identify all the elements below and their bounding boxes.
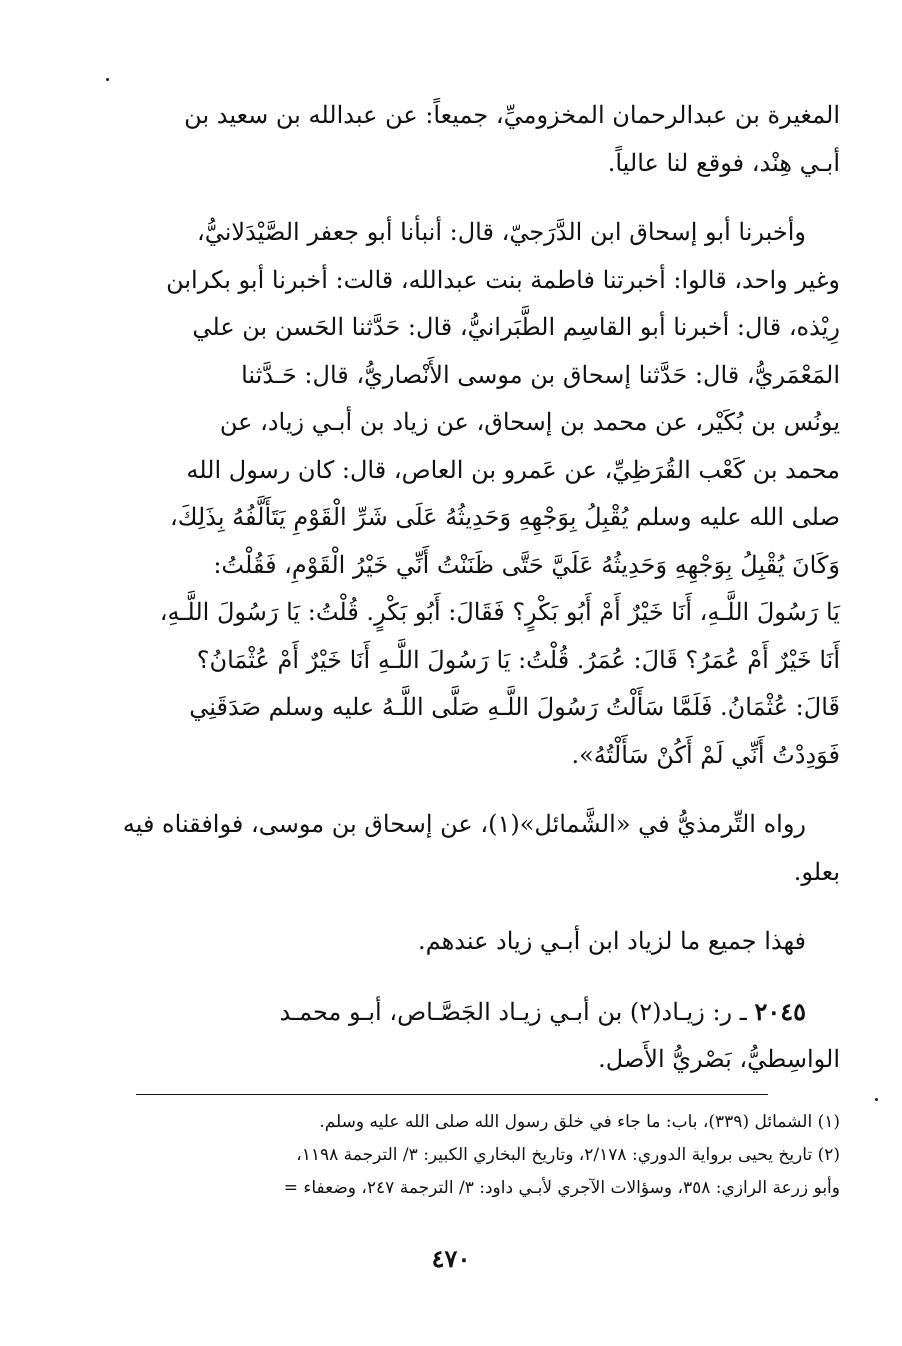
text-line: بعلو.: [793, 857, 840, 886]
footnotes: [60, 1106, 840, 1205]
entry-number: ٢٠٤٥: [754, 996, 806, 1026]
scan-speck: [106, 78, 109, 81]
text-line: وَكَانَ يُقْبِلُ بِوَجْهِهِ وَحَدِيثُهُ عَلَيَّ حَتَّى ظَنَنْتُ أَنِّي خَيْرُ الْقَوْمِ، فَقُلْتُ:: [213, 550, 840, 579]
scan-speck: [875, 1098, 878, 1101]
text-line: ـ ر: زيـاد(٢) بن أبـي زيـاد الجَصَّـاص، أبـو محمـد: [279, 997, 747, 1026]
footnote-2-continued: وأبو زرعة الرازي: ٣٥٨، وسؤالات الآجري لأبـي داود: ٣/ الترجمة ٢٤٧، وضعفاء =: [283, 1178, 840, 1198]
paragraph-1: [60, 92, 840, 187]
text-line: رِيْذه، قال: أخبرنا أبو القاسِم الطَّبَرانيُّ، قال: حَدَّثنا الحَسن بن علي: [192, 313, 840, 341]
text-line: محمد بن كَعْب القُرَظِيِّ، عن عَمرو بن العاص، قال: كان رسول الله: [186, 455, 840, 484]
text-line: أبـي هِنْد، فوقع لنا عالياً.: [607, 148, 840, 177]
paragraph-2-hadith: [60, 209, 840, 779]
text-line: فَوَدِدْتُ أَنِّي لَمْ أَكُنْ سَأَلْتُهُ».: [571, 740, 840, 769]
text-line: الواسِطيُّ، بَصْريُّ الأَصل.: [598, 1045, 840, 1073]
main-text: [60, 92, 840, 1084]
footnote-separator: [136, 1094, 768, 1095]
paragraph-3-narration: [60, 801, 840, 896]
entry-2045: [60, 988, 840, 1084]
text-line: أَنَا خَيْرٌ أَمْ عُمَرُ؟ قَالَ: عُمَرُ. قُلْتُ: يَا رَسُولَ اللَّـهِ أَنَا خَيْرٌ أَمْ عُثْمَانُ؟: [196, 645, 840, 674]
page-number: ٤٧٠: [431, 1244, 471, 1273]
text-line: يَا رَسُولَ اللَّـهِ، أَنَا خَيْرٌ أَمْ أَبُو بَكْرٍ؟ فَقَالَ: أَبُو بَكْرٍ. قُلْتُ: يَا رَسُولَ اللَّـهِ،: [159, 598, 840, 626]
paragraph-4-summary: [60, 918, 840, 966]
footnote-1: (١) الشمائل (٣٣٩)، باب: ما جاء في خلق رسول الله صلى الله عليه وسلم.: [319, 1112, 840, 1132]
text-line: فهذا جميع ما لزياد ابن أبـي زياد عندهم.: [417, 927, 806, 955]
text-line: وغير واحد، قالوا: أخبرتنا فاطمة بنت عبدالله، قالت: أخبرنا أبو بكرابن: [166, 265, 840, 294]
text-line: المغيرة بن عبدالرحمان المخزوميِّ، جميعاً: عن عبدالله بن سعيد بن: [184, 101, 840, 129]
text-line: يونُس بن بُكَيْر، عن محمد بن إسحاق، عن زياد بن أبـي زياد، عن: [219, 408, 840, 436]
text-line: المَعْمَريُّ، قال: حَدَّثنا إسحاق بن موسى الأَنْصاريُّ، قال: حَـدَّثنا: [241, 360, 840, 389]
text-line: رواه التِّرمذيُّ في «الشَّمائل»(١)، عن إسحاق بن موسى، فوافقناه فيه: [122, 810, 806, 838]
footnote-2: (٢) تاريخ يحيى برواية الدوري: ٢/١٧٨، وتاريخ البخاري الكبير: ٣/ الترجمة ١١٩٨،: [296, 1145, 840, 1165]
text-line: قَالَ: عُثْمَانُ. فَلَمَّا سَأَلْتُ رَسُولَ اللَّـهِ صَلَّى اللَّـهُ عليه وسلم صَدَقَنِي: [189, 693, 840, 721]
text-line: وأخبرنا أبو إسحاق ابن الدَّرَجيّ، قال: أنبأنا أبو جعفر الصَّيْدَلانيُّ،: [196, 218, 806, 246]
text-line: صلى الله عليه وسلم يُقْبِلُ بِوَجْهِهِ وَحَدِيثُهُ عَلَى شَرِّ الْقَوْمِ يَتَأَلَّفُهُ بِذَلِكَ،: [169, 503, 840, 531]
